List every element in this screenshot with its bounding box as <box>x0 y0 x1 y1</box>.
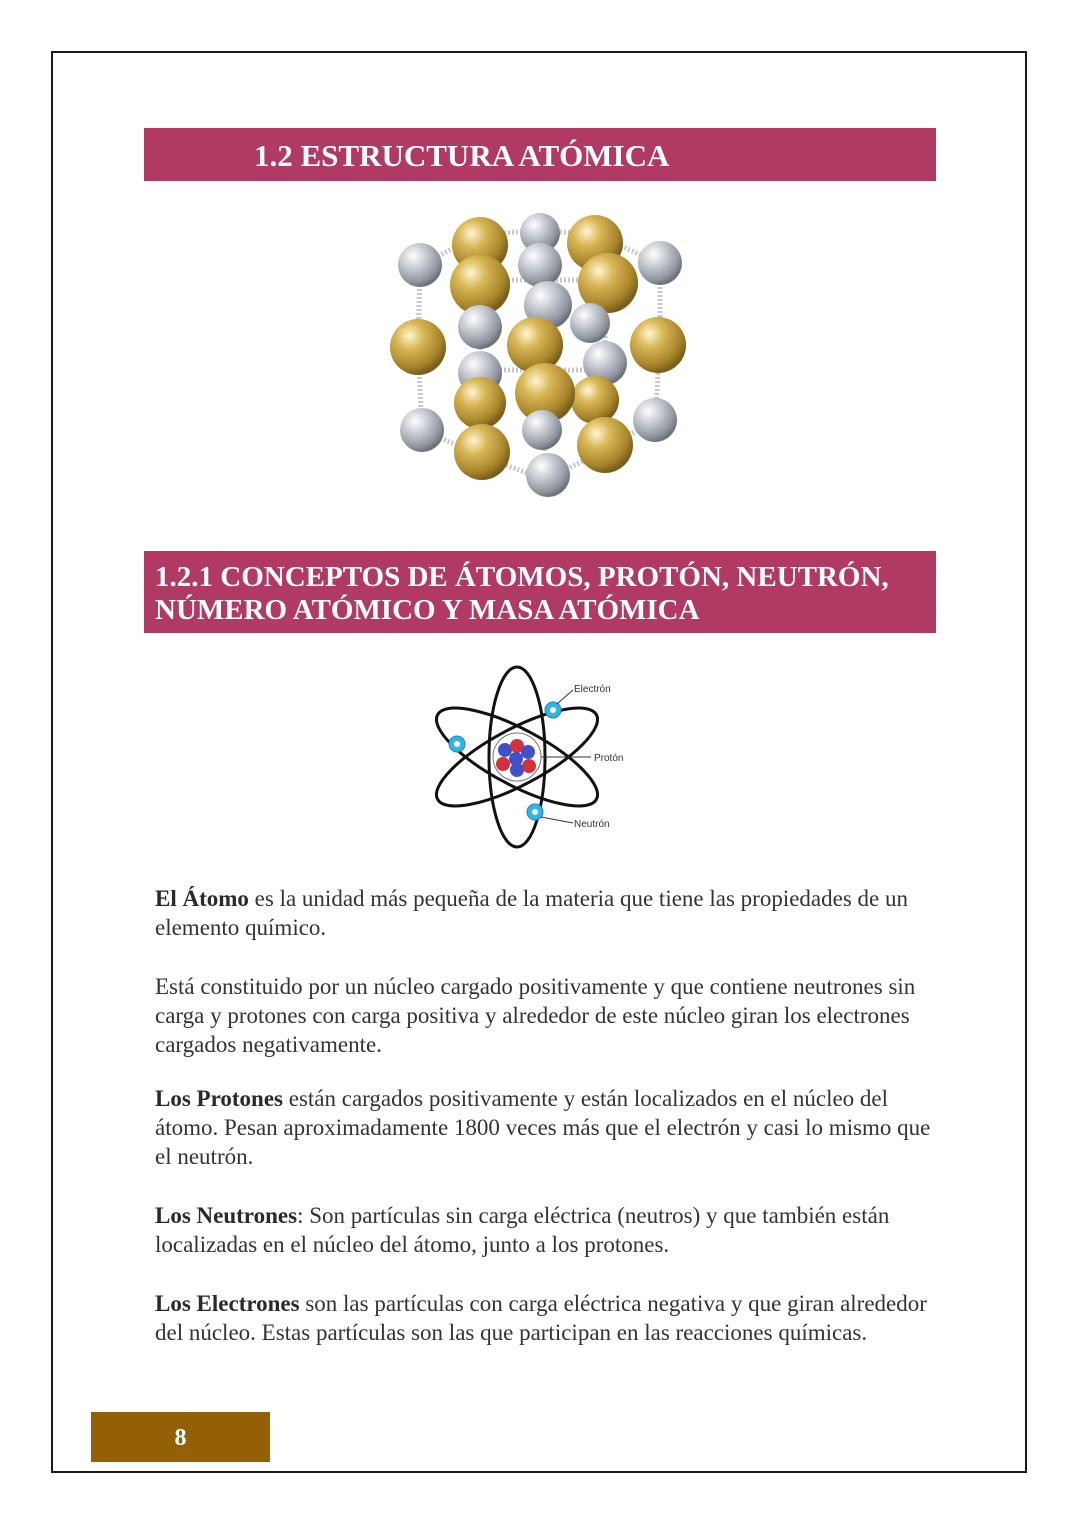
proton-label: Protón <box>594 753 624 764</box>
paragraph-constitucion-text: Está constituido por un núcleo cargado positivamente y que contiene neutrones sin carga y protones con carga positiva y alrededor de este núcleo giran los electrones cargados negativamente. <box>155 974 916 1057</box>
section-heading-estructura-atomica: 1.2 ESTRUCTURA ATÓMICA <box>144 128 936 181</box>
paragraph-atomo-bold: El Átomo <box>155 886 249 911</box>
paragraph-protones-text: están cargados positivamente y están localizados en el núcleo del átomo. Pesan aproximadamente 1800 veces más que el electrón y casi lo mismo que el neutrón. <box>155 1086 931 1169</box>
page-number-badge: 8 <box>91 1412 270 1462</box>
atom-diagram-image <box>425 660 655 852</box>
section-heading-conceptos: 1.2.1 CONCEPTOS DE ÁTOMOS, PROTÓN, NEUTRÓN, NÚMERO ATÓMICO Y MASA ATÓMICA <box>144 551 936 633</box>
paragraph-protones <box>155 1084 945 1171</box>
paragraph-protones-bold: Los Protones <box>155 1086 283 1111</box>
paragraph-atomo <box>155 884 945 942</box>
crystal-lattice-image <box>380 205 700 505</box>
electron-label: Electrón <box>574 684 611 695</box>
paragraph-neutrones-bold: Los Neutrones <box>155 1203 298 1228</box>
paragraph-electrones-bold: Los Electrones <box>155 1291 300 1316</box>
paragraph-constitucion <box>155 972 945 1059</box>
neutron-label: Neutrón <box>574 819 610 830</box>
paragraph-atomo-text: es la unidad más pequeña de la materia que tiene las propiedades de un elemento químico. <box>155 886 909 940</box>
paragraph-electrones <box>155 1289 945 1347</box>
paragraph-electrones-text: son las partículas con carga eléctrica negativa y que giran alrededor del núcleo. Estas partículas son las que participan en las reacciones químicas. <box>155 1291 927 1345</box>
paragraph-neutrones-text: : Son partículas sin carga eléctrica (neutros) y que también están localizadas en el núcleo del átomo, junto a los protones. <box>155 1203 890 1257</box>
nucleus <box>493 733 541 781</box>
paragraph-neutrones <box>155 1201 945 1259</box>
